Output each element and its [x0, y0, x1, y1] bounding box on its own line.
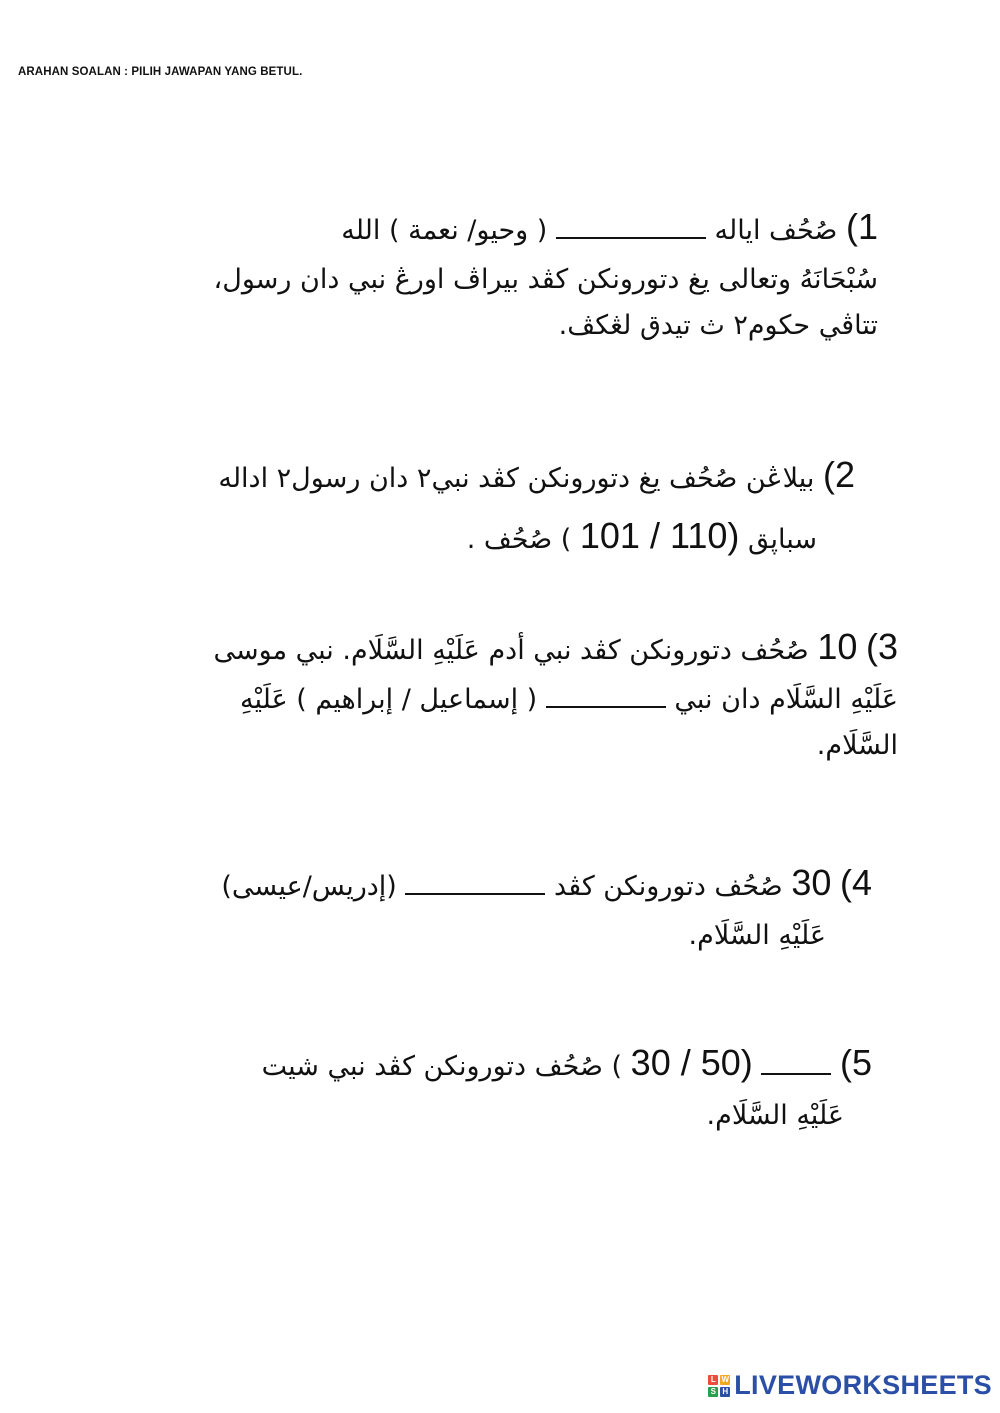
question-text: عَلَيْهِ السَّلَام دان نبي — [674, 684, 898, 716]
question-text: صُحُف دتورونكن كڤد — [554, 871, 783, 902]
question-5-line-2: عَلَيْهِ السَّلَام. — [706, 1100, 844, 1132]
suhuf-count: 30 — [791, 862, 832, 903]
logo-tile: H — [720, 1387, 730, 1397]
suhuf-count: 10 — [817, 626, 858, 667]
logo-tile: S — [708, 1387, 718, 1397]
question-text: ) صُحُف . — [466, 524, 572, 556]
question-text: ) صُحُف دتورونكن كڤد نبي شيت — [261, 1051, 623, 1082]
question-3-line-2 — [98, 677, 898, 723]
question-5-line-1 — [92, 1032, 872, 1093]
question-2-line-1 — [95, 444, 855, 505]
answer-options: ( إسماعيل / إبراهيم ) عَلَيْهِ — [240, 684, 538, 716]
answer-blank[interactable] — [556, 236, 706, 239]
liveworksheets-logo-icon — [708, 1375, 730, 1397]
liveworksheets-brand — [708, 1370, 992, 1401]
question-number: 3) — [865, 626, 898, 667]
question-2-line-2 — [95, 505, 855, 566]
question-number: 2) — [822, 454, 855, 495]
answer-blank[interactable] — [405, 892, 545, 895]
question-text: صُحُف اياله — [714, 215, 838, 246]
question-3 — [98, 616, 898, 769]
question-1 — [118, 196, 878, 349]
answer-options[interactable]: (110 / 101 — [579, 515, 740, 557]
question-3-line-1 — [98, 616, 898, 677]
question-1-line-1 — [118, 196, 878, 257]
question-1-line-3: تتاڤي حكوم٢ ث تيدق لڠكڤ. — [558, 310, 878, 342]
question-1-line-2: سُبْحَانَهُ وتعالى يغ دتورونكن كڤد بيراڤ اورڠ نبي دان رسول، — [213, 264, 878, 296]
answer-options[interactable]: (50 / 30 — [630, 1042, 753, 1083]
question-text: بيلاڠن صُحُف يغ دتورونكن كڤد نبي٢ دان رسول٢ اداله — [218, 463, 815, 494]
question-number: 1) — [845, 206, 878, 247]
question-3-line-3: السَّلَام. — [816, 730, 898, 762]
question-4 — [92, 852, 872, 959]
question-text: صُحُف دتورونكن كڤد نبي أدم عَلَيْهِ السَّلَام. نبي موسى — [213, 635, 809, 666]
question-4-line-1 — [92, 852, 872, 913]
question-number: 4) — [839, 862, 872, 903]
question-4-line-2: عَلَيْهِ السَّلَام. — [688, 920, 826, 952]
answer-blank[interactable] — [761, 1072, 831, 1075]
answer-options: (إدريس/عيسى) — [221, 871, 397, 902]
question-text: سباڽق — [747, 524, 817, 556]
logo-tile: L — [708, 1375, 718, 1385]
answer-blank[interactable] — [546, 705, 666, 708]
instruction-heading: ARAHAN SOALAN : PILIH JAWAPAN YANG BETUL. — [18, 66, 303, 78]
answer-options: ( وحيو/ نعمة ) الله — [341, 215, 548, 246]
brand-name: LIVEWORKSHEETS — [734, 1370, 992, 1400]
question-5 — [92, 1032, 872, 1139]
question-2 — [95, 444, 855, 566]
question-number: 5) — [839, 1042, 872, 1083]
logo-tile: W — [721, 1374, 730, 1384]
